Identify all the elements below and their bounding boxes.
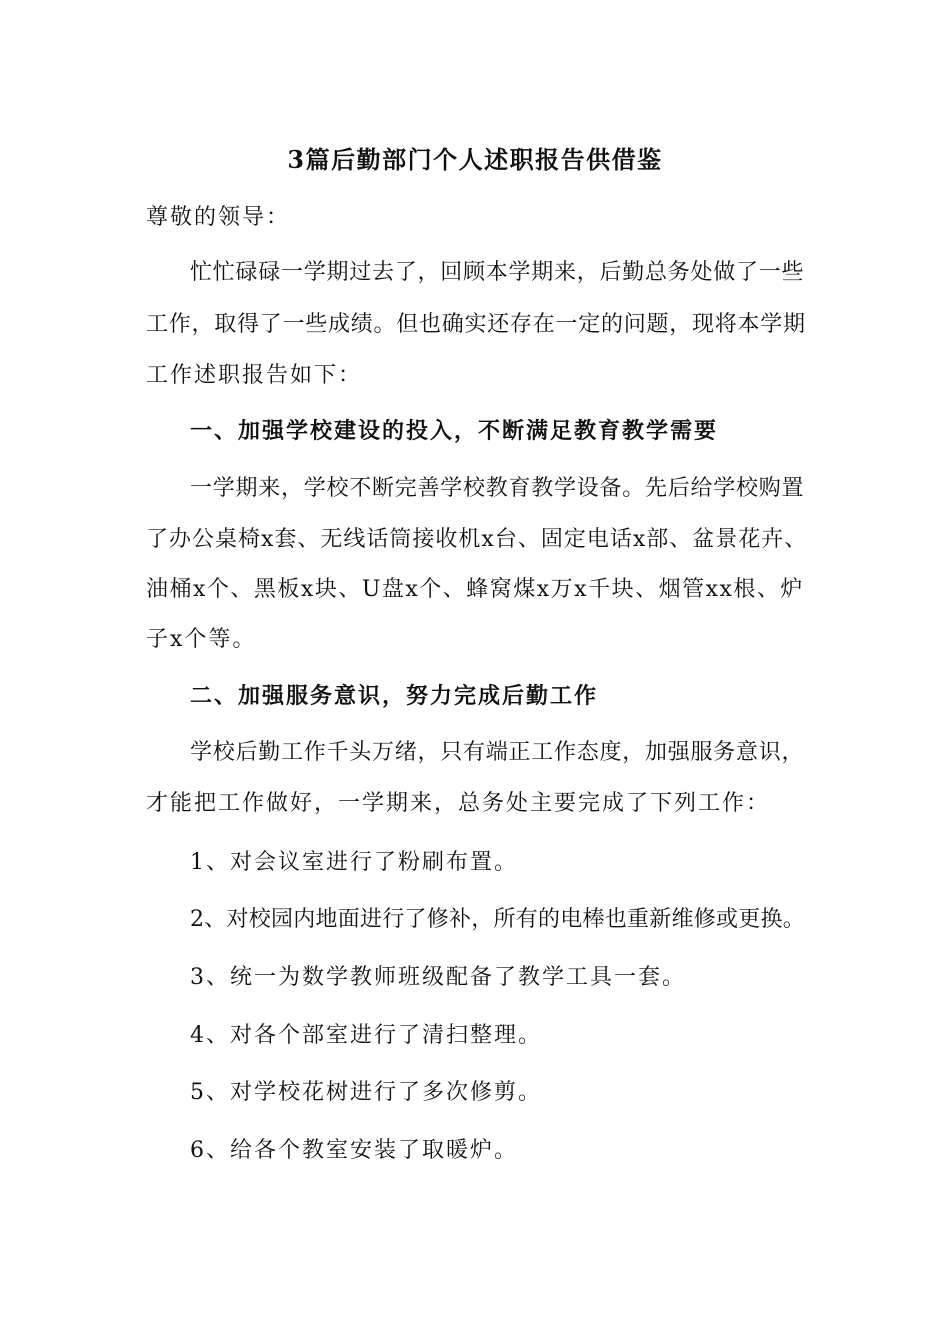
list-item: 2、对校园内地面进行了修补，所有的电棒也重新维修或更换。 <box>190 907 805 932</box>
intro-line-3: 工作述职报告如下： <box>146 363 363 388</box>
section-1-heading: 一、加强学校建设的投入，不断满足教育教学需要 <box>190 418 719 444</box>
list-item: 5、对学校花树进行了多次修剪。 <box>190 1080 542 1105</box>
section-1-line-4: 子x个等。 <box>146 627 257 652</box>
document-title: 3篇后勤部门个人述职报告供借鉴 <box>287 145 663 174</box>
section-2-heading: 二、加强服务意识，努力完成后勤工作 <box>190 683 599 709</box>
salutation: 尊敬的领导： <box>146 205 291 230</box>
intro-line-2: 工作，取得了一些成绩。但也确实还存在一定的问题，现将本学期 <box>146 312 806 337</box>
section-1-line-3: 油桶x个、黑板x块、U盘x个、蜂窝煤x万x千块、烟管xx根、炉 <box>146 577 804 602</box>
section-2-line-2: 才能把工作做好，一学期来，总务处主要完成了下列工作： <box>146 791 771 816</box>
section-2-line-1: 学校后勤工作千头万绪，只有端正工作态度，加强服务意识， <box>190 740 805 765</box>
section-1-line-1: 一学期来，学校不断完善学校教育教学设备。先后给学校购置 <box>190 476 805 501</box>
list-item: 6、给各个教室安装了取暖炉。 <box>190 1138 518 1163</box>
section-1-line-2: 了办公桌椅x套、无线话筒接收机x台、固定电话x部、盆景花卉、 <box>146 527 808 552</box>
list-item: 4、对各个部室进行了清扫整理。 <box>190 1023 542 1048</box>
list-item: 3、统一为数学教师班级配备了教学工具一套。 <box>190 965 686 990</box>
list-item: 1、对会议室进行了粉刷布置。 <box>190 850 518 875</box>
intro-line-1: 忙忙碌碌一学期过去了，回顾本学期来，后勤总务处做了一些 <box>190 260 805 285</box>
